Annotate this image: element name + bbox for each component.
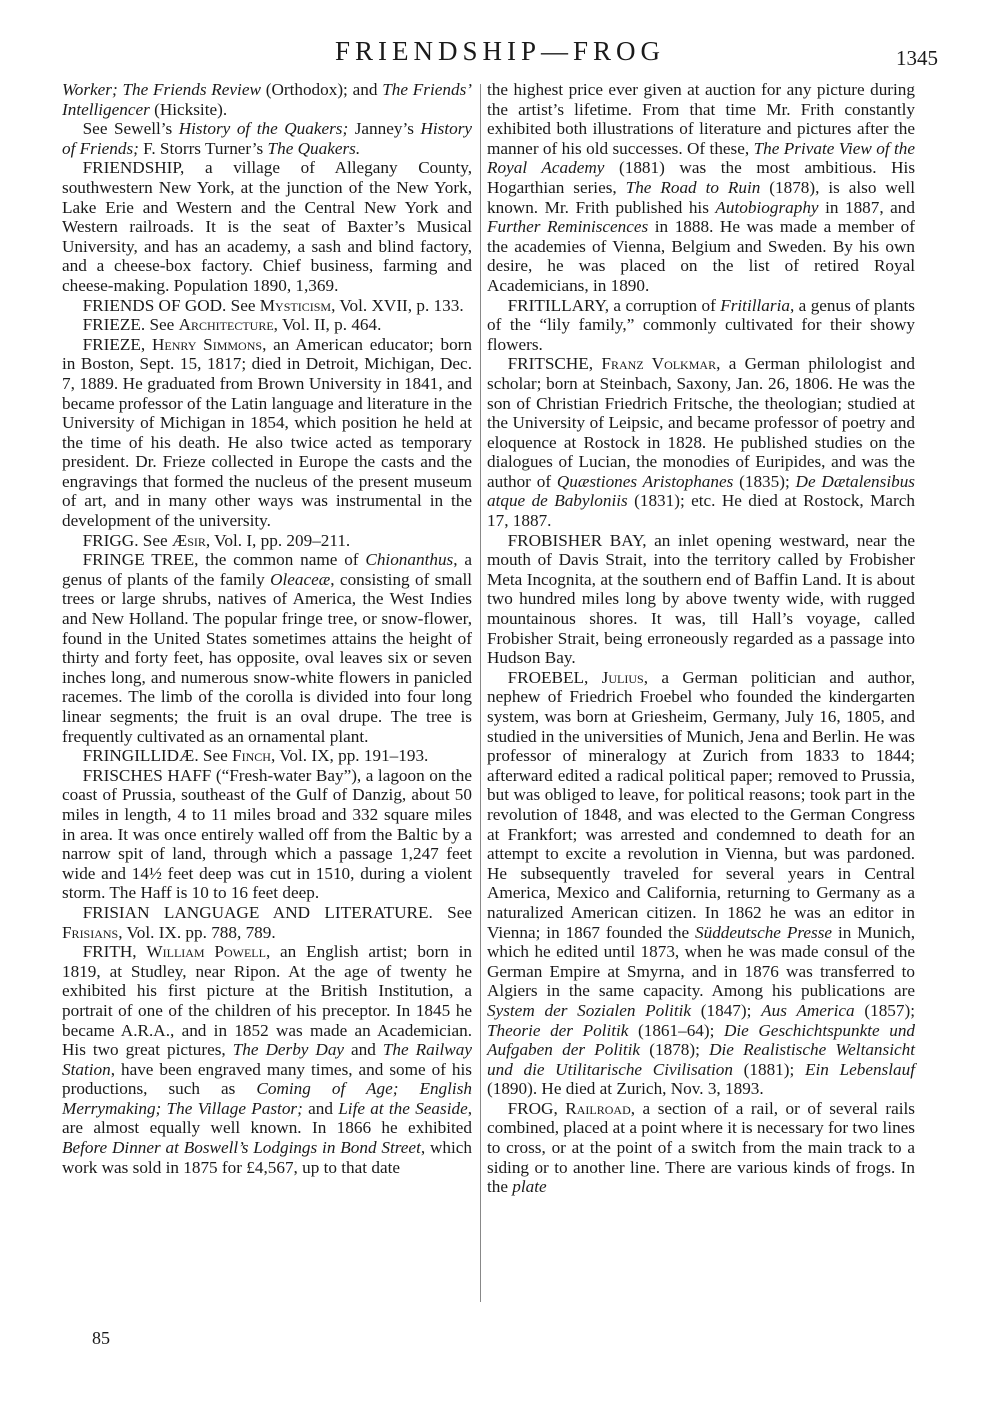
entry-paragraph: FRINGE TREE, the common name of Chionanthus, a genus of plants of the family Oleaceæ, consisting of small trees or large shrubs, natives of America, the West Indies and New Holland. The popular fringe tree, or snow-flower, found in the United States sometimes attains the height of thirty and forty feet, has opposite, oval leaves six or seven inches long, and numerous snow-white flowers in panicled racemes. The limb of the corolla is divided into four long linear segments; the fruit is an oval drupe. The tree is frequently cultivated as an ornamental plant. [62,550,473,746]
entry-paragraph: See Sewell’s History of the Quakers; Janney’s History of Friends; F. Storrs Turner’s The Quakers. [62,119,473,158]
running-header [0,36,1000,76]
entry-paragraph: FRISIAN LANGUAGE AND LITERATURE. See Frisians, Vol. IX. pp. 788, 789. [62,902,472,942]
running-title: FRIENDSHIP—FROG [334,36,666,66]
entry-paragraph: FRINGILLIDÆ. See Finch, Vol. IX, pp. 191–193. [82,746,429,766]
entry-paragraph: FRIENDSHIP, a village of Allegany County, southwestern New York, at the junction of the New York, Lake Erie and Western and the Central New York and Western railroads. It is the seat of Baxter’s Musical University, and has an academy, a sash and blind factory, and a cheese-box factory. Chief business, farming and cheese-making. Population 1890, 1,369. [62,158,472,295]
entry-paragraph: FRITSCHE, Franz Volkmar, a German philologist and scholar; born at Steinbach, Saxony, Jan. 26, 1806. He was the son of Christian Friedrich Fritsche, the theologian; studied at the University of Leipsic, and became professor of poetry and eloquence at Rostock in 1828. He published studies on the dialogues of Lucian, the monodies of Euripides, and was the author of Quæstiones Aristophanes (1835); De Dætalensibus atque de Babyloniis (1831); etc. He died at Rostock, March 17, 1887. [487,354,915,531]
right-column [487,80,915,1197]
entry-paragraph: FROG, Railroad, a section of a rail, or of several rails combined, placed at a point where it is necessary for two lines to cross, or at the point of a switch from the main track to a siding or to another line. There are various kinds of frogs. In the plate [487,1098,915,1197]
column-rule [480,84,481,1302]
entry-paragraph: FRITILLARY, a corruption of Fritillaria, a genus of plants of the “lily family,” commonly cultivated for their showy flowers. [487,295,915,354]
entry-paragraph: FROBISHER BAY, an inlet opening westward, near the mouth of Davis Strait, into the territory called by Frobisher Meta Incognita, at the southern end of Baffin Land. It is about two hundred miles long by above twenty wide, with rugged mountainous shores. It was, till Hall’s voyage, called Frobisher Strait, being erroneously regarded as a passage into Hudson Bay. [487,530,915,668]
entry-paragraph: FRIGG. See Æsir, Vol. I, pp. 209–211. [82,530,351,550]
entry-paragraph: the highest price ever given at auction for any picture during the artist’s lifetime. From that time Mr. Frith constantly exhibited both illustrations of literature and pictures after the manner of his old successes. Of these, The Private View of the Royal Academy (1881) was the most ambitious. His Hogarthian series, The Road to Ruin (1878), is also well known. Mr. Frith published his Autobiography in 1887, and Further Reminiscences in 1888. He was made a member of the academies of Vienna, Belgium and Sweden. By his own desire, he was placed on the list of retired Royal Academicians, in 1890. [487,80,916,295]
entry-paragraph: FRIENDS OF GOD. See Mysticism, Vol. XVII, p. 133. [82,295,464,315]
entry-paragraph: FROEBEL, Julius, a German politician and author, nephew of Friedrich Froebel who founded the kindergarten system, was born at Griesheim, Germany, July 16, 1805, and studied in the universities of Munich, Jena and Berlin. He was professor of mineralogy at Zurich from 1833 to 1844; afterward edited a radical political paper; removed to Prussia, but was obliged to leave, for political reasons; took part in the revolution of 1848, and was elected to the German Congress at Frankfort; was arrested and condemned to death for an attempt to excite a revolution in Vienna, but was pardoned. He subsequently traveled for several years in Central America, Mexico and California, returning to Germany as a naturalized American citizen. In 1862 he was an editor in Vienna; in 1867 founded the Süddeutsche Presse in Munich, which he edited until 1873, when he was made consul of the German Empire at Smyrna, and in 1876 was transferred to Algiers in the same capacity. Among his publications are System der Sozialen Politik (1847); Aus America (1857); Theorie der Politik (1861–64); Die Geschichtspunkte und Aufgaben der Politik (1878); Die Realistische Weltansicht und die Utilitarische Civilisation (1881); Ein Lebenslauf (1890). He died at Zurich, Nov. 3, 1893. [487,667,916,1099]
entry-paragraph: FRITH, William Powell, an English artist; born in 1819, at Studley, near Ripon. At the age of twenty he exhibited his first picture at the British Institution, a portrait of one of the children of his preceptor. In 1845 he became A.R.A., and in 1852 was made an Academician. His two great pictures, The Derby Day and The Railway Station, have been engraved many times, and some of his productions, such as Coming of Age; English Merrymaking; The Village Pastor; and Life at the Seaside, are almost equally well known. In 1866 he exhibited Before Dinner at Boswell’s Lodgings in Bond Street, which work was sold in 1875 for £4,567, up to that date [62,942,472,1177]
entry-paragraph: FRISCHES HAFF (“Fresh-water Bay”), a lagoon on the coast of Prussia, southeast of the Gulf of Danzig, about 50 miles in length, 4 to 11 miles broad and 332 square miles in area. It was once entirely walled off from the Baltic by a narrow spit of land, through which a passage 1,247 feet wide and 14½ feet deep was cut in 1510, during a violent storm. The Haff is 10 to 16 feet deep. [62,765,472,903]
page-number: 1345 [896,46,938,70]
signature-folio: 85 [92,1328,110,1348]
entry-paragraph: Worker; The Friends Review (Orthodox); and The Friends’ Intelligencer (Hicksite). [62,80,472,119]
entry-paragraph: FRIEZE, Henry Simmons, an American educator; born in Boston, Sept. 15, 1817; died in Detroit, Michigan, Dec. 7, 1889. He graduated from Brown University in 1841, and became professor of the Latin language and literature in the University of Michigan in 1854, which position he held at the time of his death. He also twice acted as temporary president. Dr. Frieze collected in Europe the casts and the engravings that formed the nucleus of the present museum of art, and in many other ways was instrumental in the development of the university. [62,334,472,531]
entry-paragraph: FRIEZE. See Architecture, Vol. II, p. 464. [82,315,382,335]
left-column [62,80,472,1177]
